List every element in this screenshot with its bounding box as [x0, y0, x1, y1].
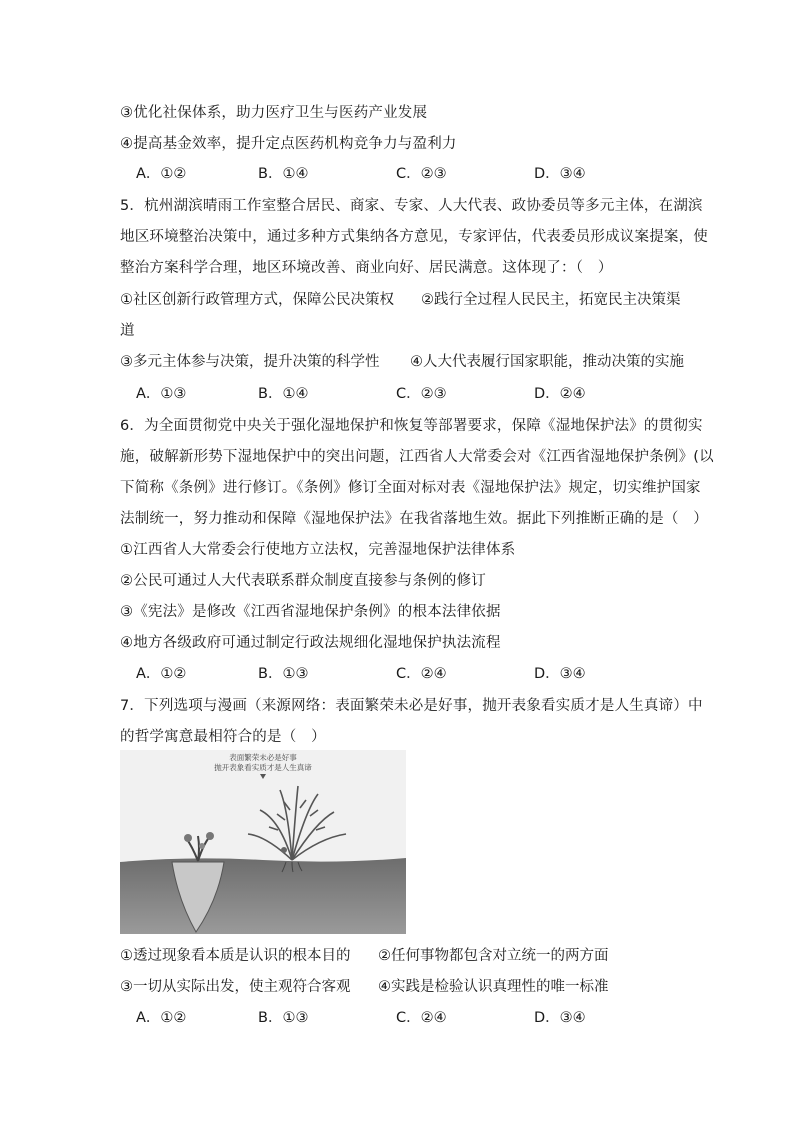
q6-option-a[interactable]: A．①② — [136, 666, 187, 682]
q7-item-1: ①透过现象看本质是认识的根本目的 — [120, 948, 351, 964]
q6-item-4: ④地方各级政府可通过制定行政法规细化湿地保护执法流程 — [120, 635, 501, 651]
q5-items-row-1 — [120, 290, 680, 310]
q4-options — [136, 164, 676, 184]
q5-item-4: ④人大代表履行国家职能，推动决策的实施 — [410, 354, 684, 370]
q5-item-3: ③多元主体参与决策，提升决策的科学性 — [120, 354, 380, 370]
q7-item-2: ②任何事物都包含对立统一的两方面 — [378, 948, 609, 964]
cartoon-image — [120, 750, 406, 934]
q5-item-2: ②践行全过程人民民主，拓宽民主决策渠 — [421, 292, 681, 308]
q5-options — [136, 384, 676, 404]
q5-stem-line-2: 地区环境整治决策中，通过多种方式集纳各方意见，专家评估，代表委员形成议案提案，使 — [120, 229, 708, 245]
cartoon-caption-1: 表面繁荣未必是好事 — [229, 753, 297, 762]
q5-items-row-2 — [120, 352, 684, 372]
q7-items-row-2 — [120, 977, 680, 997]
q6-stem-line-3: 下简称《条例》进行修订。《条例》修订全面对标对表《湿地保护法》规定，切实维护国家 — [120, 480, 701, 496]
q6-item-2: ②公民可通过人大代表联系群众制度直接参与条例的修订 — [120, 573, 486, 589]
q4-item-4: ④提高基金效率，提升定点医药机构竞争力与盈利力 — [120, 136, 457, 152]
q5-stem-line-1: 5．杭州湖滨晴雨工作室整合居民、商家、专家、人大代表、政协委员等多元主体，在湖滨 — [120, 198, 703, 214]
q5-item-1: ①社区创新行政管理方式，保障公民决策权 — [120, 292, 394, 308]
q5-option-d[interactable]: D．②④ — [534, 386, 586, 402]
q5-stem-line-3: 整治方案科学合理，地区环境改善、商业向好、居民满意。这体现了：（ ） — [120, 260, 613, 276]
q7-option-c[interactable]: C．②④ — [396, 1010, 447, 1026]
q4-option-a[interactable]: A．①② — [136, 166, 187, 182]
q4-option-d[interactable]: D．③④ — [534, 166, 586, 182]
q7-stem-line-1: 7．下列选项与漫画（来源网络：表面繁荣未必是好事，抛开表象看实质才是人生真谛）中 — [120, 698, 703, 714]
q4-item-3: ③优化社保体系，助力医疗卫生与医药产业发展 — [120, 105, 428, 121]
q4-option-c[interactable]: C．②③ — [396, 166, 447, 182]
q6-options — [136, 664, 676, 684]
cartoon-caption-2: 抛开表象看实质才是人生真谛 — [214, 763, 312, 772]
q6-option-c[interactable]: C．②④ — [396, 666, 447, 682]
q7-items-row-1 — [120, 946, 680, 966]
q7-option-a[interactable]: A．①② — [136, 1010, 187, 1026]
cartoon-drawing — [120, 750, 406, 934]
q6-stem-line-1: 6．为全面贯彻党中央关于强化湿地保护和恢复等部署要求，保障《湿地保护法》的贯彻实 — [120, 418, 703, 434]
q4-option-b[interactable]: B．①④ — [258, 166, 309, 182]
q5-option-c[interactable]: C．②③ — [396, 386, 447, 402]
soil-layer — [120, 858, 406, 934]
q7-option-d[interactable]: D．③④ — [534, 1010, 586, 1026]
q5-option-b[interactable]: B．①④ — [258, 386, 309, 402]
q6-option-b[interactable]: B．①③ — [258, 666, 309, 682]
q7-item-4: ④实践是检验认识真理性的唯一标准 — [378, 979, 609, 995]
q7-option-b[interactable]: B．①③ — [258, 1010, 309, 1026]
q7-item-3: ③一切从实际出发，使主观符合客观 — [120, 979, 351, 995]
q6-item-1: ①江西省人大常委会行使地方立法权，完善湿地保护法律体系 — [120, 542, 516, 558]
q6-option-d[interactable]: D．③④ — [534, 666, 586, 682]
q6-stem-line-2: 施，破解新形势下湿地保护中的突出问题，江西省人大常委会对《江西省湿地保护条例》(以 — [120, 449, 714, 465]
q6-item-3: ③《宪法》是修改《江西省湿地保护条例》的根本法律依据 — [120, 604, 501, 620]
q6-stem-line-4: 法制统一，努力推动和保障《湿地保护法》在我省落地生效。据此下列推断正确的是（ ） — [120, 511, 708, 527]
q5-option-a[interactable]: A．①③ — [136, 386, 187, 402]
q5-item-2-cont: 道 — [120, 323, 135, 339]
q7-options — [136, 1008, 676, 1028]
q7-stem-line-2: 的哲学寓意最相符合的是（ ） — [120, 729, 326, 745]
